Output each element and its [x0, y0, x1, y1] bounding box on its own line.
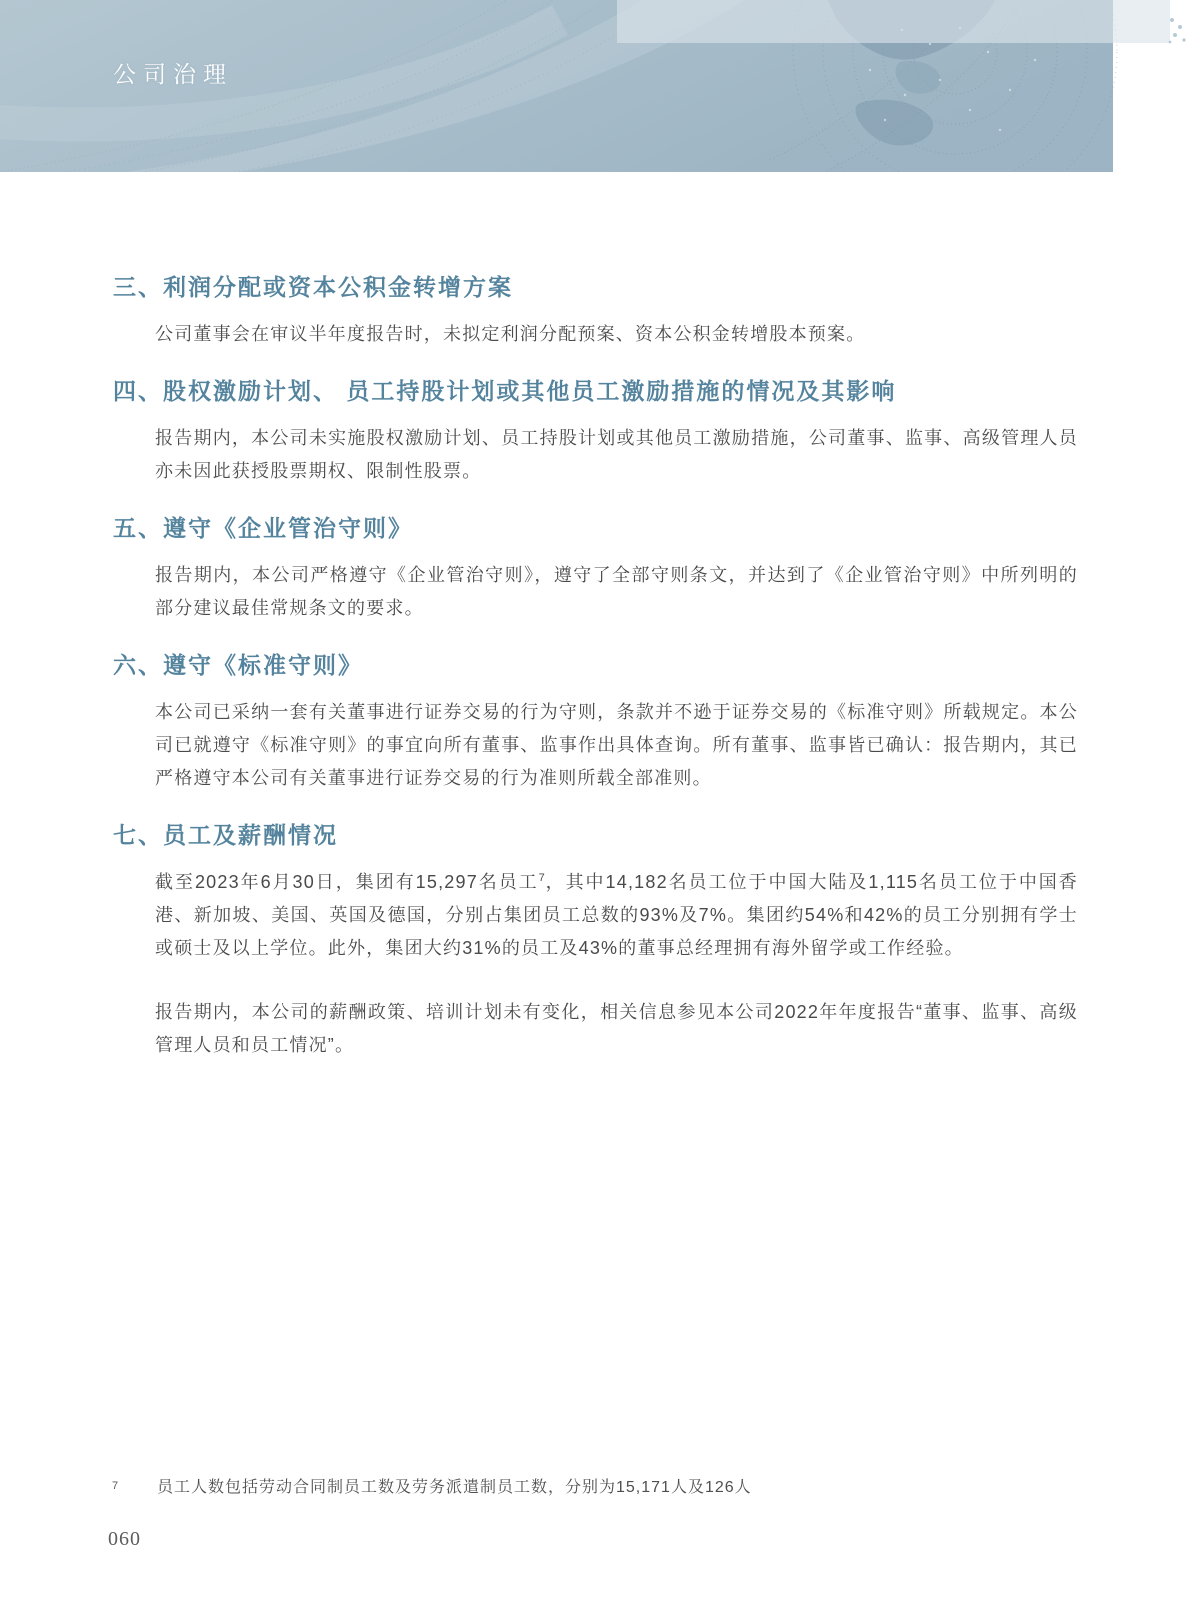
employee-stats-text-cont: ，其中14,182名员工位于中国大陆及1,115名员工位于中国香港、新加坡、美国、英国及德国，分别占集团员工总数的93%及7%。集团约54%和42%的员工分别拥有学士或硕士及以上学位。此外，集团大约31%的员工及43%的董事总经理拥有海外留学或工作经验。	[155, 872, 1078, 958]
page-banner	[0, 0, 1190, 172]
section-heading: 三、利润分配或资本公积金转增方案	[113, 274, 513, 300]
footnote	[0, 1476, 1190, 1500]
section-paragraph: 报告期内，本公司的薪酬政策、培训计划未有变化，相关信息参见本公司2022年年度报告“董事、监事、高级管理人员和员工情况”。	[155, 1002, 1078, 1055]
footnote-marker: 7	[112, 1480, 119, 1492]
section-cg-code-compliance	[0, 513, 1190, 625]
section-model-code-compliance	[0, 650, 1190, 795]
section-paragraph: 本公司已采纳一套有关董事进行证券交易的行为守则，条款并不逊于证券交易的《标准守则》所载规定。本公司已就遵守《标准守则》的事宜向所有董事、监事作出具体查询。所有董事、监事皆已确认：报告期内，其已严格遵守本公司有关董事进行证券交易的行为准则所载全部准则。	[155, 702, 1078, 788]
section-heading: 五、遵守《企业管治守则》	[113, 515, 413, 541]
section-profit-distribution	[0, 272, 1190, 351]
section-equity-incentive	[0, 376, 1190, 488]
section-heading: 六、遵守《标准守则》	[113, 652, 363, 678]
section-paragraph	[0, 866, 1190, 965]
section-employees-remuneration	[0, 820, 1190, 1062]
page-content	[0, 172, 1190, 1062]
section-heading: 四、股权激励计划、 员工持股计划或其他员工激励措施的情况及其影响	[113, 378, 897, 404]
footnote-text: 员工人数包括劳动合同制员工数及劳务派遣制员工数，分别为15,171人及126人	[157, 1479, 752, 1496]
page-number: 060	[108, 1528, 141, 1550]
section-heading: 七、员工及薪酬情况	[113, 822, 338, 848]
section-paragraph: 报告期内，本公司未实施股权激励计划、员工持股计划或其他员工激励措施，公司董事、监事、高级管理人员亦未因此获授股票期权、限制性股票。	[155, 428, 1078, 481]
employee-stats-text: 截至2023年6月30日，集团有15,297名员工	[155, 872, 539, 892]
footnote-reference-7: 7	[538, 872, 545, 884]
section-paragraph: 报告期内，本公司严格遵守《企业管治守则》，遵守了全部守则条文，并达到了《企业管治守则》中所列明的部分建议最佳常规条文的要求。	[155, 565, 1078, 618]
section-paragraph: 公司董事会在审议半年度报告时，未拟定利润分配预案、资本公积金转增股本预案。	[155, 324, 866, 344]
page-header-title: 公司治理	[113, 62, 233, 87]
